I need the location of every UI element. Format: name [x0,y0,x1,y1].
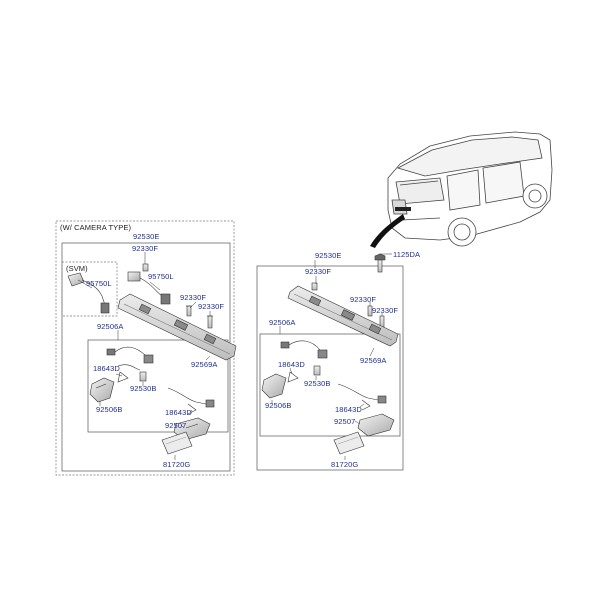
label-92506B-left[interactable]: 92506B [96,405,123,414]
lens-81720G-left [162,432,192,454]
suv-rear-view-icon [388,132,552,246]
label-92569A-right[interactable]: 92569A [360,356,387,365]
label-92569A-left[interactable]: 92569A [191,360,218,369]
label-95750L[interactable]: 95750L [148,272,174,281]
screw-1125DA [375,254,385,272]
label-92530B-left[interactable]: 92530B [130,384,157,393]
label-92507-left[interactable]: 92507 [165,421,187,430]
label-92506A-left[interactable]: 92506A [97,322,124,331]
label-18643D-right-a[interactable]: 18643D [278,360,305,369]
label-92330F-right-a[interactable]: 92330F [305,267,332,276]
label-92330F-left-a[interactable]: 92330F [132,244,159,253]
label-81720G-left[interactable]: 81720G [163,460,191,469]
label-18643D-right-b[interactable]: 18643D [335,405,362,414]
lamp-92507-right [358,414,394,436]
bolt-92330F-left-a [143,264,148,271]
label-92507-right[interactable]: 92507 [334,417,356,426]
label-92530E-left[interactable]: 92530E [133,232,160,241]
label-92530B-right[interactable]: 92530B [304,379,331,388]
label-92530E-right[interactable]: 92530E [315,251,342,260]
bolt-92330F-right-a [312,283,317,290]
label-92330F-right-c[interactable]: 92330F [372,306,399,315]
label-92330F-right-b[interactable]: 92330F [350,295,377,304]
label-1125DA[interactable]: 1125DA [393,250,421,259]
label-92330F-left-c[interactable]: 92330F [198,302,225,311]
label-95750L-svm[interactable]: 95750L [86,279,112,288]
bolt-92330F-left-c [207,316,213,328]
lens-81720G-right [334,432,364,454]
label-18643D-left-b[interactable]: 18643D [165,408,192,417]
bolt-92330F-left-b [186,306,192,316]
lamp-92506B-left [90,378,114,402]
label-92330F-left-b[interactable]: 92330F [180,293,207,302]
label-92506A-right[interactable]: 92506A [269,318,296,327]
socket-92530B-right [314,366,320,375]
svm-title: (SVM) [66,264,88,273]
label-81720G-right[interactable]: 81720G [331,460,359,469]
camera-type-title: (W/ CAMERA TYPE) [60,223,132,232]
label-18643D-left-a[interactable]: 18643D [93,364,120,373]
lamp-92506B-right [262,374,286,398]
socket-92530B-left [140,372,146,381]
label-92506B-right[interactable]: 92506B [265,401,292,410]
